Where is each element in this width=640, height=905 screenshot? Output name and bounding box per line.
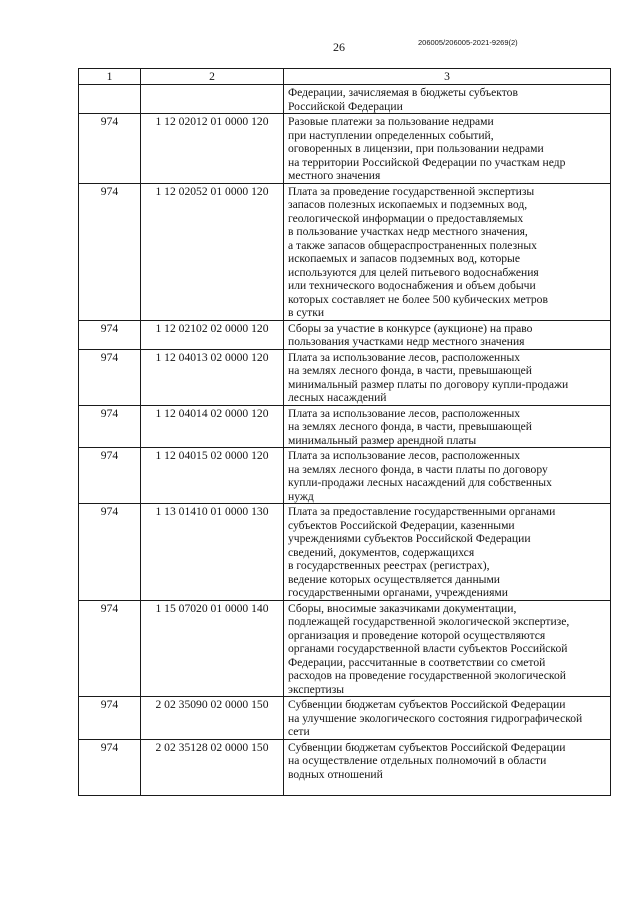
table-row bbox=[79, 504, 611, 601]
description-line: водных отношений bbox=[288, 767, 383, 781]
administrator-code-cell: 974 bbox=[79, 697, 141, 740]
description-line: Плата за проведение государственной экспертизы bbox=[288, 184, 535, 198]
budget-classification-code-cell: 2 02 35090 02 0000 150 bbox=[141, 697, 284, 740]
description-line: Плата за использование лесов, расположенных bbox=[288, 406, 521, 420]
description-line: при наступлении определенных событий, bbox=[288, 128, 494, 142]
administrator-code-cell: 974 bbox=[79, 114, 141, 184]
description-line: или технического водоснабжения и объем добычи bbox=[288, 279, 536, 292]
revenue-description-cell bbox=[284, 504, 611, 601]
table-row bbox=[79, 697, 611, 740]
description-line: в сутки bbox=[288, 306, 325, 319]
table-body bbox=[79, 85, 611, 796]
table-row bbox=[79, 114, 611, 184]
description-line: на землях лесного фонда, в части, превышающей bbox=[288, 364, 532, 377]
description-line: лесных насаждений bbox=[288, 391, 387, 404]
description-line: на улучшение экологического состояния гидрографической bbox=[288, 711, 583, 725]
administrator-code-cell: 974 bbox=[79, 183, 141, 320]
description-line: на осуществление отдельных полномочий в области bbox=[288, 754, 547, 767]
description-line: на землях лесного фонда, в части платы по договору bbox=[288, 462, 548, 476]
revenue-description-cell bbox=[284, 183, 611, 320]
budget-classification-code-cell: 1 12 02102 02 0000 120 bbox=[141, 320, 284, 349]
description-line: субъектов Российской Федерации, казенными bbox=[288, 518, 515, 532]
table-row bbox=[79, 600, 611, 697]
description-line: местного значения bbox=[288, 169, 381, 182]
description-line: используются для целей питьевого водоснабжения bbox=[288, 265, 539, 279]
description-line: сведений, документов, содержащихся bbox=[288, 545, 475, 559]
description-line: в государственных реестрах (регистрах), bbox=[288, 559, 490, 572]
description-line: экспертизы bbox=[288, 682, 345, 696]
column-header-2: 2 bbox=[141, 69, 284, 85]
description-line: организация и проведение которой осуществляются bbox=[288, 628, 546, 642]
administrator-code-cell: 974 bbox=[79, 320, 141, 349]
table-row bbox=[79, 349, 611, 405]
table-row bbox=[79, 739, 611, 795]
description-line: пользования участками недр местного значения bbox=[288, 335, 525, 348]
table-row bbox=[79, 85, 611, 114]
description-line: запасов полезных ископаемых и подземных вод, bbox=[288, 198, 528, 211]
description-line: органами государственной власти субъектов Российской bbox=[288, 642, 568, 655]
description-line: Плата за использование лесов, расположенных bbox=[288, 350, 521, 364]
description-line: Российской Федерации bbox=[288, 99, 403, 113]
revenue-description-cell bbox=[284, 320, 611, 349]
table-header-row bbox=[79, 69, 611, 85]
revenue-description-cell bbox=[284, 349, 611, 405]
description-line: Федерации, зачисляемая в бюджеты субъектов bbox=[288, 86, 518, 99]
column-header-1: 1 bbox=[79, 69, 141, 85]
table-row bbox=[79, 320, 611, 349]
revenue-codes-table bbox=[78, 68, 611, 796]
table-row bbox=[79, 183, 611, 320]
description-line: минимальный размер арендной платы bbox=[288, 433, 477, 447]
administrator-code-cell: 974 bbox=[79, 600, 141, 697]
description-line: минимальный размер платы по договору купли-продажи bbox=[288, 377, 569, 391]
budget-classification-code-cell: 1 12 04015 02 0000 120 bbox=[141, 448, 284, 504]
description-line bbox=[288, 781, 606, 795]
budget-classification-code-cell: 1 15 07020 01 0000 140 bbox=[141, 600, 284, 697]
description-line: Субвенции бюджетам субъектов Российской Федерации bbox=[288, 698, 566, 711]
description-line: расходов на проведение государственной экологической bbox=[288, 669, 566, 682]
administrator-code-cell: 974 bbox=[79, 405, 141, 448]
budget-classification-code-cell: 1 12 04014 02 0000 120 bbox=[141, 405, 284, 448]
description-line: на территории Российской Федерации по участкам недр bbox=[288, 155, 566, 169]
description-line: ведение которых осуществляется данными bbox=[288, 572, 500, 586]
description-line: в пользование участках недр местного значения, bbox=[288, 225, 528, 238]
document-code: 206005/206005-2021-9269(2) bbox=[418, 38, 518, 47]
description-line: подлежащей государственной экологической экспертизе, bbox=[288, 615, 570, 628]
description-line: Плата за предоставление государственными органами bbox=[288, 505, 556, 518]
description-line: Сборы, вносимые заказчиками документации, bbox=[288, 601, 517, 615]
description-line: которых составляет не более 500 кубических метров bbox=[288, 292, 548, 306]
description-line: на землях лесного фонда, в части, превышающей bbox=[288, 420, 532, 433]
budget-classification-code-cell: 1 12 04013 02 0000 120 bbox=[141, 349, 284, 405]
administrator-code-cell: 974 bbox=[79, 349, 141, 405]
description-line: Сборы за участие в конкурсе (аукционе) на право bbox=[288, 321, 533, 335]
budget-classification-code-cell bbox=[141, 85, 284, 114]
administrator-code-cell: 974 bbox=[79, 739, 141, 795]
revenue-description-cell bbox=[284, 448, 611, 504]
column-header-3: 3 bbox=[284, 69, 611, 85]
revenue-description-cell bbox=[284, 739, 611, 795]
page-number: 26 bbox=[333, 40, 345, 54]
administrator-code-cell bbox=[79, 85, 141, 114]
description-line: сети bbox=[288, 725, 310, 738]
budget-classification-code-cell: 1 12 02052 01 0000 120 bbox=[141, 183, 284, 320]
administrator-code-cell: 974 bbox=[79, 448, 141, 504]
description-line: учреждениями субъектов Российской Федерации bbox=[288, 532, 531, 545]
revenue-description-cell bbox=[284, 600, 611, 697]
revenue-description-cell bbox=[284, 114, 611, 184]
description-line: купли-продажи лесных насаждений для собственных bbox=[288, 476, 552, 489]
description-line: геологической информации о предоставляемых bbox=[288, 211, 524, 225]
revenue-description-cell bbox=[284, 85, 611, 114]
administrator-code-cell: 974 bbox=[79, 504, 141, 601]
table-row bbox=[79, 448, 611, 504]
description-line: государственными органами, учреждениями bbox=[288, 586, 508, 599]
table-row bbox=[79, 405, 611, 448]
description-line: Субвенции бюджетам субъектов Российской Федерации bbox=[288, 740, 566, 754]
budget-classification-code-cell: 1 13 01410 01 0000 130 bbox=[141, 504, 284, 601]
revenue-description-cell bbox=[284, 697, 611, 740]
description-line: Плата за использование лесов, расположенных bbox=[288, 449, 521, 462]
description-line: Разовые платежи за пользование недрами bbox=[288, 115, 494, 128]
budget-classification-code-cell: 1 12 02012 01 0000 120 bbox=[141, 114, 284, 184]
description-line: Федерации, рассчитанные в соответствии со сметой bbox=[288, 655, 546, 669]
budget-classification-code-cell: 2 02 35128 02 0000 150 bbox=[141, 739, 284, 795]
description-line: а также запасов общераспространенных полезных bbox=[288, 238, 537, 252]
revenue-description-cell bbox=[284, 405, 611, 448]
description-line: ископаемых и запасов подземных вод, которые bbox=[288, 252, 520, 265]
description-line: нужд bbox=[288, 489, 314, 503]
description-line: оговоренных в лицензии, при пользовании недрами bbox=[288, 142, 544, 155]
